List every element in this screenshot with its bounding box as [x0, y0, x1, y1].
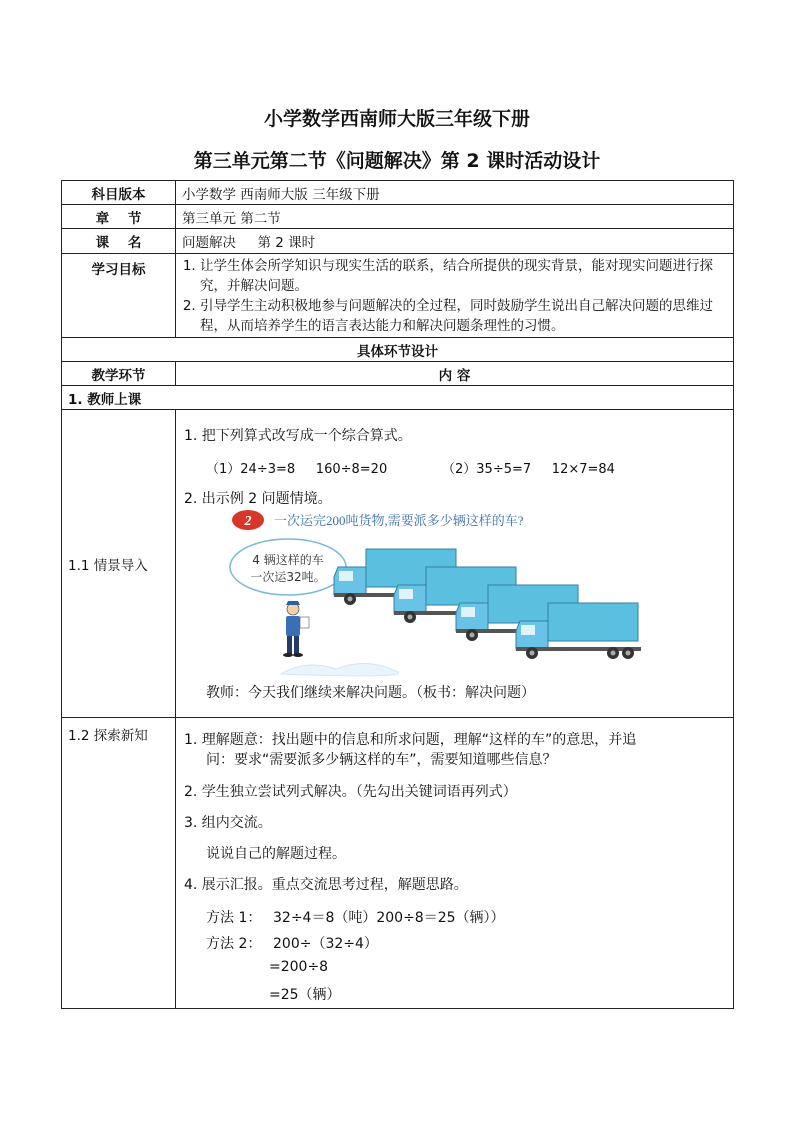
table-row	[62, 205, 734, 229]
goal-item: 1. 让学生体会所学知识与现实生活的联系，结合所提供的现实背景，能对现实问题进行探究，并解决问题。	[200, 256, 727, 296]
method-1-label: 方法 1：	[206, 910, 262, 926]
method-2-label: 方法 2：	[206, 936, 262, 952]
table-row	[62, 254, 734, 338]
speech-bubble	[230, 539, 346, 595]
col-header-content: 内 容	[176, 362, 734, 386]
table-row	[62, 386, 734, 410]
table-row	[62, 718, 734, 1009]
table-row	[62, 229, 734, 254]
step-2: 2. 学生独立尝试列式解决。（先勾出关键词语再列式）	[184, 784, 517, 800]
value-chapter: 第三单元 第二节	[176, 205, 734, 229]
label-goals: 学习目标	[62, 254, 176, 338]
equation-group-2: （2）35÷5=7 12×7=84	[442, 462, 615, 477]
badge-number: 2	[244, 514, 252, 529]
stage-content-1-1	[176, 410, 734, 718]
col-header-stage: 教学环节	[62, 362, 176, 386]
step-1-line-b: 问：要求“需要派多少辆这样的车”，需要知道哪些信息？	[206, 752, 557, 768]
section-header: 具体环节设计	[62, 338, 734, 362]
goal-item: 2. 引导学生主动积极地参与问题解决的全过程，同时鼓励学生说出自己解决问题的思维过程，从而培养学生的语言表达能力和解决问题条理性的习惯。	[200, 296, 727, 336]
method-1-equation: 32÷4＝8（吨）200÷8＝25（辆））	[273, 910, 505, 926]
goals-cell	[176, 254, 734, 338]
instruction-2: 2. 出示例 2 问题情境。	[184, 491, 332, 507]
table-row	[62, 338, 734, 362]
step-3: 3. 组内交流。	[184, 815, 272, 831]
table-row	[62, 362, 734, 386]
label-subject: 科目版本	[62, 181, 176, 205]
equation-group-1: （1）24÷3=8 160÷8=20	[206, 462, 388, 477]
step-3-detail: 说说自己的解题过程。	[206, 846, 346, 862]
stage-content-1-2	[176, 718, 734, 1009]
bubble-line-1: 4 辆这样的车	[252, 553, 324, 567]
step-1-line-a: 1. 理解题意：找出题中的信息和所求问题，理解“这样的车”的意思，并追	[184, 732, 637, 748]
bubble-line-2: 一次运32吨。	[250, 570, 326, 584]
value-lesson: 问题解决 第 2 课时	[176, 229, 734, 254]
label-lesson: 课 名	[62, 229, 176, 254]
document-title: 小学数学西南师大版三年级下册	[263, 108, 530, 130]
document-subtitle: 第三单元第二节《问题解决》第 2 课时活动设计	[193, 150, 601, 172]
example-illustration	[226, 509, 646, 679]
instruction-1: 1. 把下列算式改写成一个综合算式。	[184, 428, 412, 444]
method-2-result: =25（辆）	[269, 987, 341, 1003]
lesson-table	[61, 180, 734, 1009]
method-2-equation: 200÷（32÷4）	[273, 936, 378, 952]
label-chapter: 章 节	[62, 205, 176, 229]
stage-label-1-2: 1.2 探索新知	[62, 718, 176, 1009]
value-subject: 小学数学 西南师大版 三年级下册	[176, 181, 734, 205]
table-row	[62, 181, 734, 205]
step-4: 4. 展示汇报。重点交流思考过程，解题思路。	[184, 877, 468, 893]
example-badge	[232, 510, 264, 530]
table-row	[62, 410, 734, 718]
example-question: 一次运完200吨货物,需要派多少辆这样的车?	[274, 513, 524, 528]
person-figure	[283, 601, 309, 657]
part-1-heading: 1. 教师上课	[62, 386, 734, 410]
teacher-line: 教师：今天我们继续来解决问题。（板书：解决问题）	[206, 685, 535, 701]
method-2-step: =200÷8	[269, 959, 329, 975]
goals-list	[182, 256, 727, 336]
stage-label-1-1: 1.1 情景导入	[62, 410, 176, 718]
